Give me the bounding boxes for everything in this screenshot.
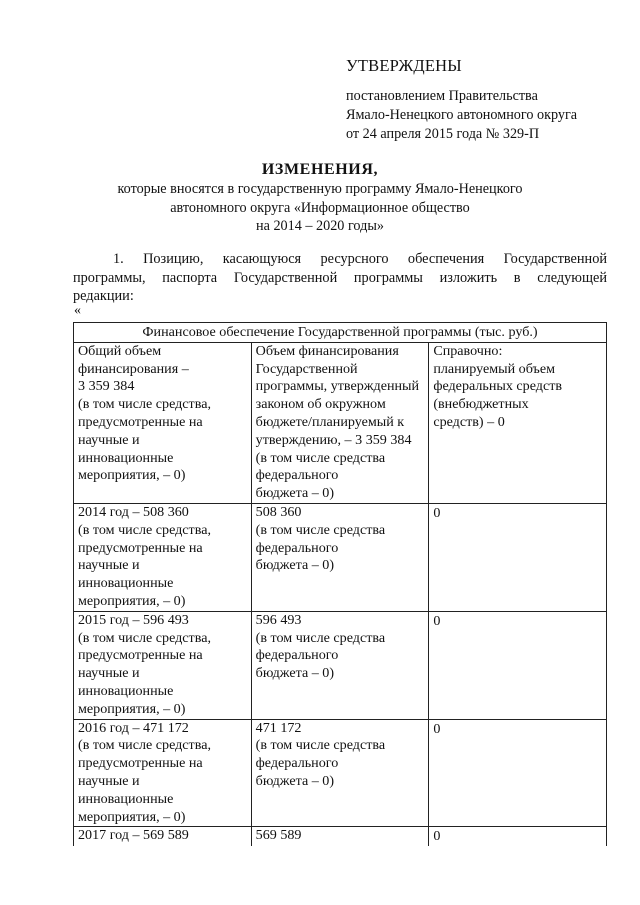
cell-line: планируемый объем bbox=[433, 360, 555, 377]
table-caption: Финансовое обеспечение Государственной программы (тыс. руб.) bbox=[74, 323, 607, 343]
row-program-cell bbox=[251, 503, 429, 611]
paragraph-line-1: 1. Позицию, касающуюся ресурсного обеспечения Государственной bbox=[113, 251, 607, 267]
cell-line: 2017 год – 569 589 bbox=[78, 827, 189, 844]
cell-line: (в том числе средства bbox=[255, 521, 386, 538]
approval-line-1: постановлением Правительства bbox=[346, 88, 538, 104]
cell-line: предусмотренные на bbox=[78, 647, 203, 664]
cell-value: 0 bbox=[433, 720, 441, 737]
row-reference-cell bbox=[429, 827, 607, 846]
row-program-cell bbox=[251, 719, 429, 827]
row-total-cell bbox=[74, 503, 252, 611]
cell-line: федерального bbox=[255, 539, 339, 556]
cell-line: Объем финансирования bbox=[255, 342, 399, 359]
cell-line: (в том числе средства bbox=[255, 737, 386, 754]
cell-line: научные и bbox=[78, 557, 140, 574]
cell-line: федерального bbox=[255, 467, 339, 484]
cell-line: инновационные bbox=[78, 575, 174, 592]
approval-line-3: от 24 апреля 2015 года № 329-П bbox=[346, 126, 540, 142]
row-total-cell bbox=[74, 719, 252, 827]
title-sub-3: на 2014 – 2020 годы» bbox=[256, 218, 384, 234]
cell-line: Справочно: bbox=[433, 342, 503, 359]
cell-line: 3 359 384 bbox=[78, 378, 135, 395]
cell-line: 2015 год – 596 493 bbox=[78, 611, 189, 628]
cell-line: бюджета – 0) bbox=[255, 665, 335, 682]
cell-line: (в том числе средства, bbox=[78, 737, 211, 754]
table-row bbox=[74, 611, 607, 719]
cell-line: научные и bbox=[78, 772, 140, 789]
approval-line-2: Ямало-Ненецкого автономного округа bbox=[346, 107, 578, 123]
table-row bbox=[74, 503, 607, 611]
row-reference-cell bbox=[429, 503, 607, 611]
cell-line: утверждению, – 3 359 384 bbox=[255, 431, 412, 448]
cell-line: (в том числе средства, bbox=[78, 521, 211, 538]
document-title bbox=[0, 160, 640, 236]
cell-line: 2016 год – 471 172 bbox=[78, 719, 189, 736]
table-header-row bbox=[74, 342, 607, 503]
row-reference-cell bbox=[429, 611, 607, 719]
cell-line: бюджета – 0) bbox=[255, 772, 335, 789]
table-row bbox=[74, 827, 607, 846]
cell-value: 0 bbox=[433, 504, 441, 521]
cell-line: средств) – 0 bbox=[433, 413, 505, 430]
cell-line: (в том числе средства bbox=[255, 629, 386, 646]
cell-line: 471 172 bbox=[255, 719, 302, 736]
cell-line: мероприятия, – 0) bbox=[78, 808, 186, 825]
paragraph-line-2: программы, паспорта Государственной программы изложить в следующей bbox=[73, 269, 607, 286]
cell-line: федерального bbox=[255, 755, 339, 772]
cell-line: федеральных средств bbox=[433, 378, 563, 395]
header-program-cell bbox=[251, 342, 429, 503]
cell-line: мероприятия, – 0) bbox=[78, 700, 186, 717]
cell-line: (в том числе средства, bbox=[78, 396, 211, 413]
cell-line: предусмотренные на bbox=[78, 755, 203, 772]
cell-line: научные и bbox=[78, 665, 140, 682]
cell-line: научные и bbox=[78, 431, 140, 448]
approval-heading: УТВЕРЖДЕНЫ bbox=[346, 56, 462, 75]
title-main: ИЗМЕНЕНИЯ, bbox=[261, 161, 379, 178]
cell-line: финансирования – bbox=[78, 360, 189, 377]
cell-line: бюджета – 0) bbox=[255, 485, 335, 502]
cell-line: (в том числе средства, bbox=[78, 629, 211, 646]
cell-line: предусмотренные на bbox=[78, 539, 203, 556]
cell-line: Государственной bbox=[255, 360, 358, 377]
cell-line: 508 360 bbox=[255, 503, 302, 520]
row-program-cell bbox=[251, 611, 429, 719]
cell-line: (в том числе средства bbox=[255, 449, 386, 466]
cell-line: инновационные bbox=[78, 682, 174, 699]
cell-line: бюджете/планируемый к bbox=[255, 413, 405, 430]
cell-line: предусмотренные на bbox=[78, 413, 203, 430]
cell-line: федерального bbox=[255, 647, 339, 664]
cell-line: законом об окружном bbox=[255, 396, 386, 413]
header-total-cell bbox=[74, 342, 252, 503]
cell-line: программы, утвержденный bbox=[255, 378, 420, 395]
paragraph-1 bbox=[73, 250, 607, 306]
financing-table bbox=[73, 322, 607, 846]
row-reference-cell bbox=[429, 719, 607, 827]
table-row bbox=[74, 719, 607, 827]
cell-line: инновационные bbox=[78, 790, 174, 807]
cell-line: мероприятия, – 0) bbox=[78, 467, 186, 484]
approval-block bbox=[346, 56, 577, 144]
cell-line: Общий объем bbox=[78, 342, 162, 359]
header-reference-cell bbox=[429, 342, 607, 503]
cell-line: (внебюджетных bbox=[433, 396, 529, 413]
opening-quote: « bbox=[74, 303, 81, 318]
paragraph-line-3: редакции: bbox=[73, 288, 134, 304]
title-sub-2: автономного округа «Информационное общество bbox=[170, 199, 470, 216]
row-total-cell bbox=[74, 611, 252, 719]
cell-line: инновационные bbox=[78, 449, 174, 466]
cell-value: 0 bbox=[433, 612, 441, 629]
cell-line: мероприятия, – 0) bbox=[78, 592, 186, 609]
cell-line: 2014 год – 508 360 bbox=[78, 503, 189, 520]
row-program-cell bbox=[251, 827, 429, 846]
cell-value: 0 bbox=[433, 828, 441, 845]
title-sub-1: которые вносятся в государственную программу Ямало-Ненецкого bbox=[117, 181, 523, 197]
cell-line: 596 493 bbox=[255, 611, 302, 628]
cell-line: 569 589 bbox=[255, 827, 302, 844]
row-total-cell bbox=[74, 827, 252, 846]
cell-line: бюджета – 0) bbox=[255, 557, 335, 574]
